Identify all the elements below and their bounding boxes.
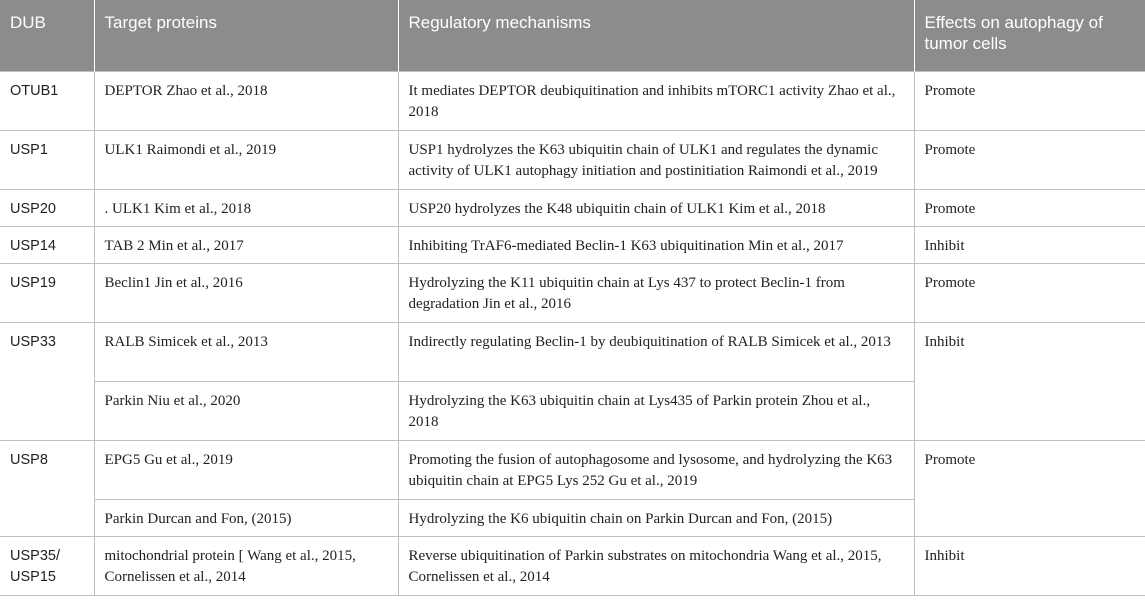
mechanism-cell: Hydrolyzing the K11 ubiquitin chain at Lys 437 to protect Beclin-1 from degradation Jin et al., 2016: [398, 263, 914, 322]
mechanism-cell: Reverse ubiquitination of Parkin substrates on mitochondria Wang et al., 2015, Cornelissen et al., 2014: [398, 536, 914, 595]
table-row: [0, 322, 1145, 381]
target-cell: mitochondrial protein [ Wang et al., 2015, Cornelissen et al., 2014: [94, 536, 398, 595]
dub-cell: USP8: [0, 440, 94, 536]
header-dub: DUB: [10, 13, 46, 32]
table-row: [0, 226, 1145, 263]
mechanism-cell: Hydrolyzing the K6 ubiquitin chain on Parkin Durcan and Fon, (2015): [398, 499, 914, 536]
effect-cell: Inhibit: [914, 226, 1145, 263]
mechanism-cell: USP1 hydrolyzes the K63 ubiquitin chain of ULK1 and regulates the dynamic activity of ULK1 autophagy initiation and postinitiation Raimondi et al., 2019: [398, 130, 914, 189]
dub-cell: USP19: [0, 263, 94, 322]
table-row: [0, 440, 1145, 499]
header-effects: Effects on autophagy of tumor cells: [914, 0, 1145, 71]
mechanism-cell: Indirectly regulating Beclin-1 by deubiquitination of RALB Simicek et al., 2013: [398, 322, 914, 381]
effect-cell: Promote: [914, 71, 1145, 130]
header-regulatory-mechanisms: Regulatory mechanisms: [398, 0, 914, 71]
target-cell: TAB 2 Min et al., 2017: [94, 226, 398, 263]
table-row: [0, 189, 1145, 226]
header-target-proteins: Target proteins: [94, 0, 398, 71]
mechanism-cell: USP20 hydrolyzes the K48 ubiquitin chain of ULK1 Kim et al., 2018: [398, 189, 914, 226]
target-cell: . ULK1 Kim et al., 2018: [94, 189, 398, 226]
table-row: [0, 130, 1145, 189]
header-row: [0, 0, 1145, 71]
table-row: [0, 71, 1145, 130]
mechanism-cell: Inhibiting TrAF6-mediated Beclin-1 K63 ubiquitination Min et al., 2017: [398, 226, 914, 263]
target-cell: EPG5 Gu et al., 2019: [94, 440, 398, 499]
mechanism-cell: Hydrolyzing the K63 ubiquitin chain at Lys435 of Parkin protein Zhou et al., 2018: [398, 381, 914, 440]
target-cell: Beclin1 Jin et al., 2016: [94, 263, 398, 322]
dub-cell: USP1: [0, 130, 94, 189]
table-row: [0, 536, 1145, 595]
effect-cell: Promote: [914, 189, 1145, 226]
effect-cell: Promote: [914, 440, 1145, 536]
dub-cell: USP33: [0, 322, 94, 440]
dub-cell: USP20: [0, 189, 94, 226]
target-cell: Parkin Niu et al., 2020: [94, 381, 398, 440]
dub-cell: OTUB1: [0, 71, 94, 130]
target-cell: Parkin Durcan and Fon, (2015): [94, 499, 398, 536]
target-cell: DEPTOR Zhao et al., 2018: [94, 71, 398, 130]
mechanism-cell: Promoting the fusion of autophagosome and lysosome, and hydrolyzing the K63 ubiquitin chain at EPG5 Lys 252 Gu et al., 2019: [398, 440, 914, 499]
table-row: [0, 263, 1145, 322]
effect-cell: Inhibit: [914, 536, 1145, 595]
effect-cell: Promote: [914, 263, 1145, 322]
dub-cell: USP35/ USP15: [0, 536, 94, 595]
effect-cell: Inhibit: [914, 322, 1145, 440]
dub-cell: USP14: [0, 226, 94, 263]
mechanism-cell: It mediates DEPTOR deubiquitination and inhibits mTORC1 activity Zhao et al., 2018: [398, 71, 914, 130]
effect-cell: Promote: [914, 130, 1145, 189]
target-cell: RALB Simicek et al., 2013: [94, 322, 398, 381]
target-cell: ULK1 Raimondi et al., 2019: [94, 130, 398, 189]
